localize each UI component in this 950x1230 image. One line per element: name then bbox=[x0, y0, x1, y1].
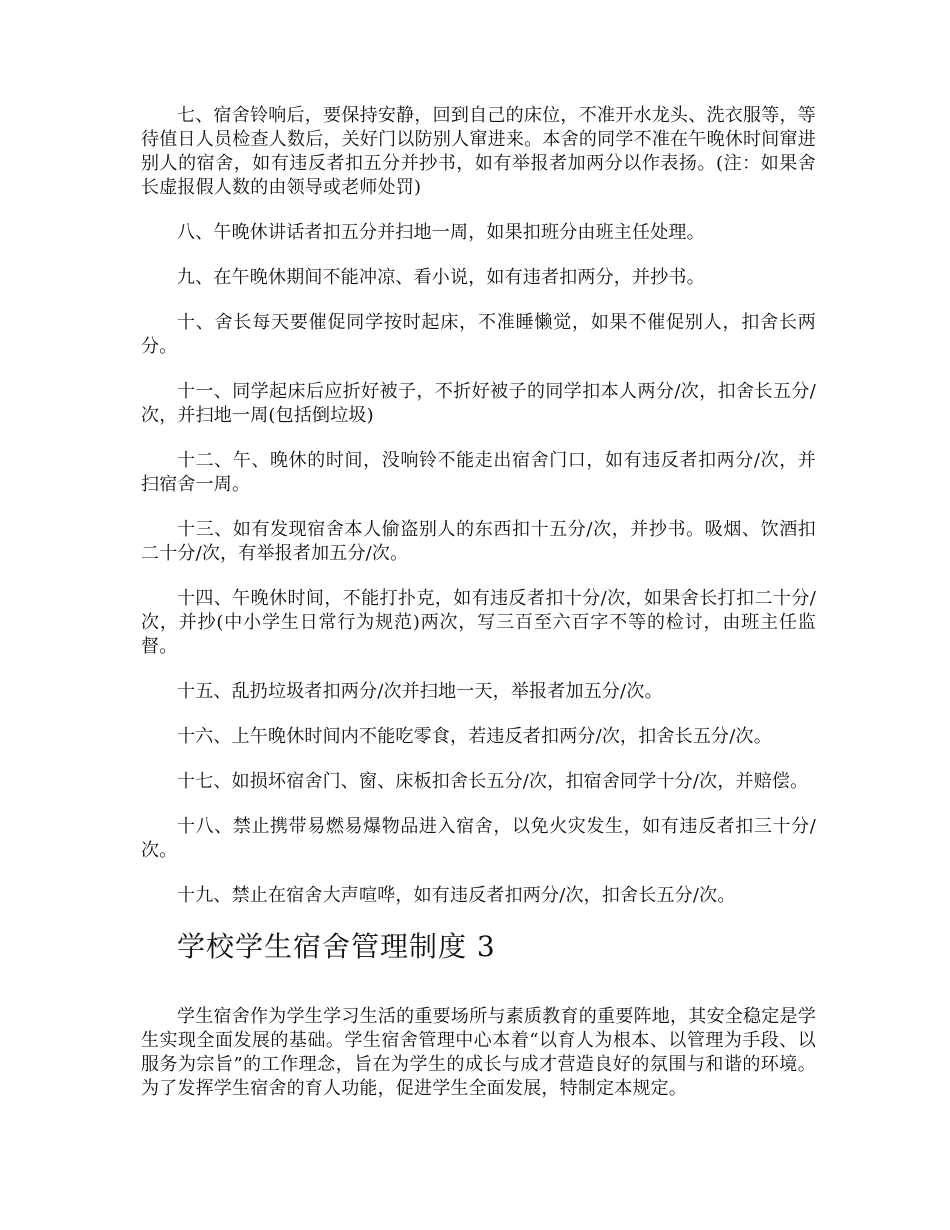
paragraph-rule-14: 十四、午晚休时间，不能打扑克，如有违反者扣十分/次，如果舍长打扣二十分/次，并抄(中小学生日常行为规范)两次，写三百至六百字不等的检讨，由班主任监督。 bbox=[141, 588, 816, 657]
document-page bbox=[141, 104, 816, 1122]
paragraph-rule-19: 十九、禁止在宿舍大声喧哗，如有违反者扣两分/次，扣舍长五分/次。 bbox=[177, 885, 736, 906]
paragraph-rule-12: 十二、午、晚休的时间，没响铃不能走出宿舍门口，如有违反者扣两分/次，并扫宿舍一周。 bbox=[141, 450, 816, 495]
paragraph-rule-11: 十一、同学起床后应折好被子，不折好被子的同学扣本人两分/次，扣舍长五分/次，并扫地一周(包括倒垃圾) bbox=[141, 381, 816, 426]
section-heading: 学校学生宿舍管理制度 3 bbox=[177, 930, 496, 963]
paragraph-rule-10: 十、舍长每天要催促同学按时起床，不准睡懒觉，如果不催促别人，扣舍长两分。 bbox=[141, 312, 816, 357]
paragraph-rule-7: 七、宿舍铃响后，要保持安静，回到自己的床位，不准开水龙头、洗衣服等，等待值日人员检查人数后，关好门以防别人窜进来。本舍的同学不准在午晚休时间窜进别人的宿舍，如有违反者扣五分并抄书，如有举报者加两分以作表扬。(注：如果舍长虚报假人数的由领导或老师处罚) bbox=[141, 105, 816, 198]
paragraph-intro: 学生宿舍作为学生学习生活的重要场所与素质教育的重要阵地，其安全稳定是学生实现全面发展的基础。学生宿舍管理中心本着“以育人为根本、以管理为手段、以服务为宗旨”的工作理念，旨在为学生的成长与成才营造良好的氛围与和谐的环境。为了发挥学生宿舍的育人功能，促进学生全面发展，特制定本规定。 bbox=[141, 1006, 816, 1099]
paragraph-rule-15: 十五、乱扔垃圾者扣两分/次并扫地一天，举报者加五分/次。 bbox=[177, 681, 663, 702]
paragraph-rule-8: 八、午晚休讲话者扣五分并扫地一周，如果扣班分由班主任处理。 bbox=[177, 222, 705, 243]
paragraph-rule-9: 九、在午晚休期间不能冲凉、看小说，如有违者扣两分，并抄书。 bbox=[177, 267, 705, 288]
paragraph-rule-16: 十六、上午晚休时间内不能吃零食，若违反者扣两分/次，扣舍长五分/次。 bbox=[177, 726, 772, 747]
paragraph-rule-18: 十八、禁止携带易燃易爆物品进入宿舍，以免火灾发生，如有违反者扣三十分/次。 bbox=[141, 816, 816, 861]
paragraph-rule-13: 十三、如有发现宿舍本人偷盗别人的东西扣十五分/次，并抄书。吸烟、饮酒扣二十分/次，有举报者加五分/次。 bbox=[141, 519, 816, 564]
paragraph-rule-17: 十七、如损坏宿舍门、窗、床板扣舍长五分/次，扣宿舍同学十分/次，并赔偿。 bbox=[177, 771, 809, 792]
